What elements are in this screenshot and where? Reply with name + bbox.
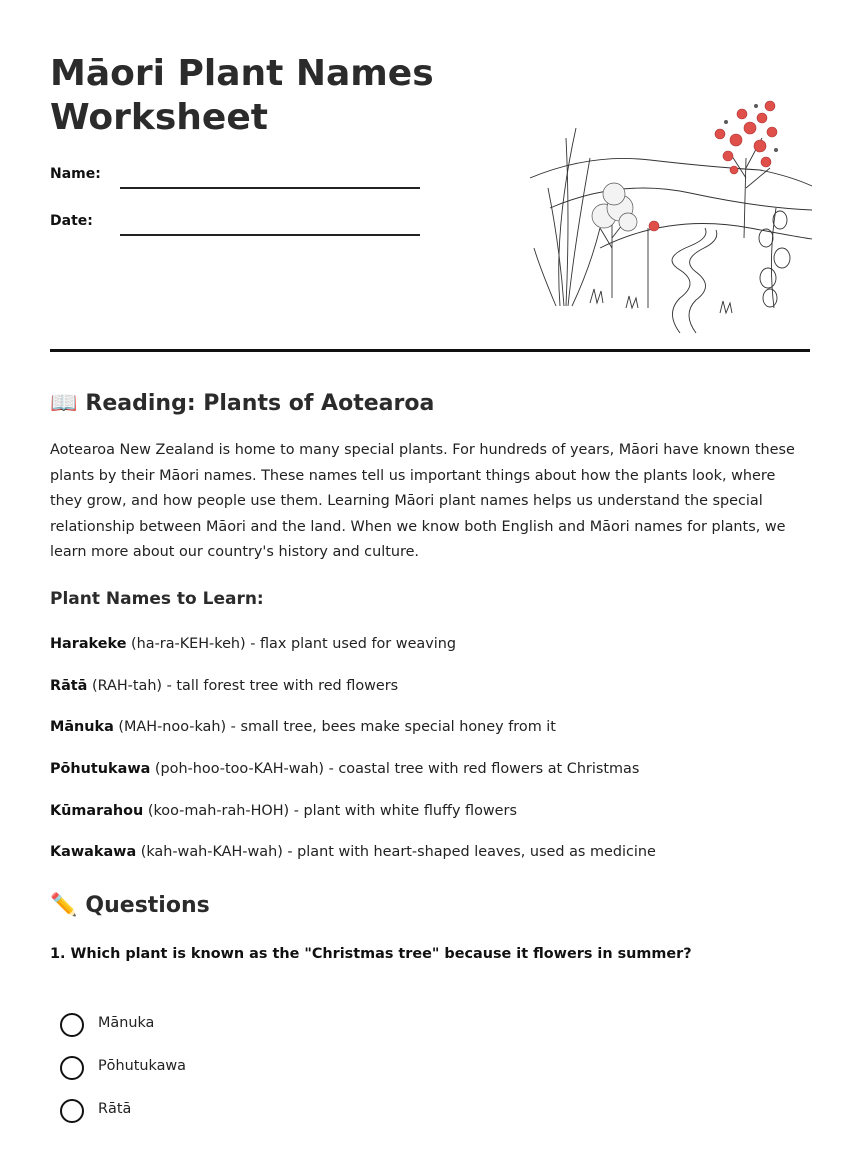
plant-item-pohutukawa [50, 759, 639, 779]
name-field-row [50, 166, 420, 196]
plant-desc: (kah-wah-KAH-wah) - plant with heart-shaped leaves, used as medicine [136, 844, 656, 860]
option-label: Mānuka [98, 1015, 155, 1031]
plant-desc: (MAH-noo-kah) - small tree, bees make special honey from it [113, 719, 556, 735]
pencil-icon: ✏️ [50, 893, 78, 918]
header-divider [50, 349, 810, 352]
reading-heading-text: Reading: Plants of Aotearoa [85, 391, 435, 416]
worksheet-page [50, 0, 810, 1161]
reading-heading [50, 389, 434, 419]
plant-item-manuka [50, 717, 556, 737]
radio-circle-icon[interactable] [60, 1099, 84, 1123]
q1-option-rata[interactable] [60, 1099, 360, 1123]
question-1-text: 1. Which plant is known as the "Christmas tree" because it flowers in summer? [50, 946, 692, 962]
plant-name: Harakeke [50, 636, 127, 652]
plant-name: Rātā [50, 678, 88, 694]
radio-circle-icon[interactable] [60, 1056, 84, 1080]
date-field-row [50, 213, 420, 243]
plant-name: Kūmarahou [50, 803, 144, 819]
date-label: Date: [50, 213, 93, 229]
questions-heading-text: Questions [85, 893, 210, 918]
plant-desc: (poh-hoo-too-KAH-wah) - coastal tree with red flowers at Christmas [150, 761, 640, 777]
title-line-2: Worksheet [50, 97, 268, 138]
option-label: Rātā [98, 1101, 132, 1117]
page-title [50, 52, 490, 140]
plant-item-kawakawa [50, 842, 656, 862]
plant-item-harakeke [50, 634, 456, 654]
plant-name: Pōhutukawa [50, 761, 151, 777]
plant-desc: (RAH-tah) - tall forest tree with red flowers [87, 678, 399, 694]
plant-item-kumarahou [50, 801, 517, 821]
open-book-icon: 📖 [50, 391, 78, 416]
plant-name: Kawakawa [50, 844, 137, 860]
q1-option-pohutukawa[interactable] [60, 1056, 360, 1080]
nz-plants-landscape-illustration [530, 98, 812, 334]
reading-paragraph: Aotearoa New Zealand is home to many special plants. For hundreds of years, Māori have known these plants by their Māori names. These names tell us important things about how the plants look, where they grow, and how people use them. Learning Māori plant names helps us understand the special relationship between Māori and the land. When we know both English and Māori names for plants, we learn more about our country's history and culture. [50, 442, 795, 561]
name-label: Name: [50, 166, 101, 182]
plant-desc: (koo-mah-rah-HOH) - plant with white fluffy flowers [143, 803, 517, 819]
plant-names-heading: Plant Names to Learn: [50, 589, 264, 609]
plant-item-rata [50, 676, 398, 696]
name-line[interactable] [120, 187, 420, 189]
q1-option-manuka[interactable] [60, 1013, 360, 1037]
plant-desc: (ha-ra-KEH-keh) - flax plant used for weaving [126, 636, 457, 652]
date-line[interactable] [120, 234, 420, 236]
option-label: Pōhutukawa [98, 1058, 186, 1074]
title-line-1: Māori Plant Names [50, 53, 434, 94]
radio-circle-icon[interactable] [60, 1013, 84, 1037]
plant-name: Mānuka [50, 719, 114, 735]
questions-heading [50, 891, 210, 921]
